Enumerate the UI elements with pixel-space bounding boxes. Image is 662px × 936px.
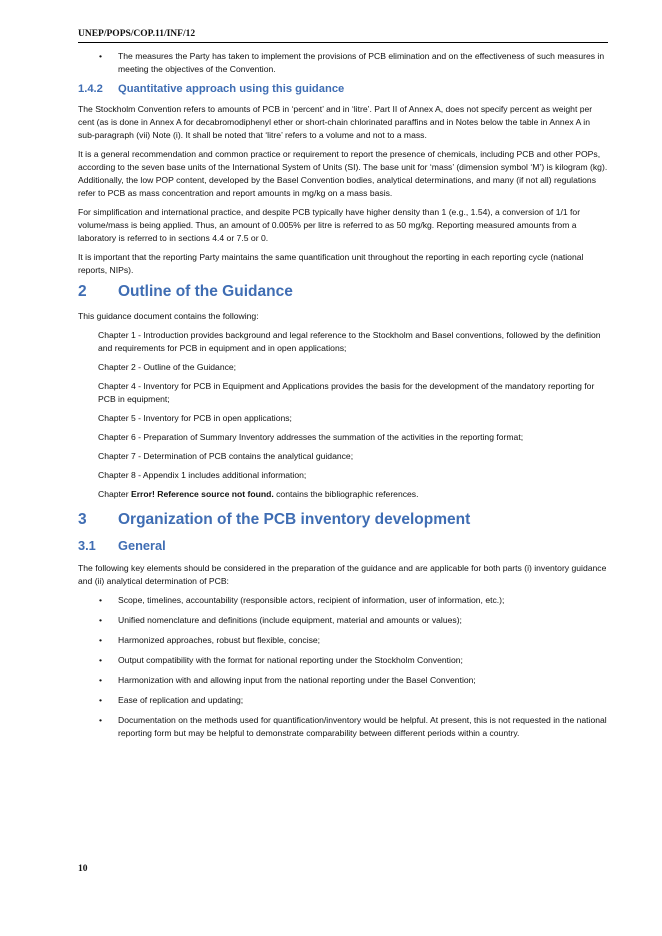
chapter-suffix: contains the bibliographic references. xyxy=(273,489,419,499)
chapter-prefix: Chapter xyxy=(98,489,131,499)
list-item: • Output compatibility with the format for national reporting under the Stockholm Convention; xyxy=(78,654,608,667)
list-item: • Harmonization with and allowing input from the national reporting under the Basel Convention; xyxy=(78,674,608,687)
list-item: • Unified nomenclature and definitions (include equipment, material and amounts or values); xyxy=(78,614,608,627)
heading-1-4-2 xyxy=(78,83,608,96)
key-elements-list xyxy=(78,594,608,740)
heading-number: 3.1 xyxy=(78,538,96,553)
chapter-entry: Chapter 4 - Inventory for PCB in Equipment and Applications provides the basis for the development of the mandatory reporting for PCB in equipment; xyxy=(98,381,595,404)
chapter-entry: Chapter 1 - Introduction provides background and legal reference to the Stockholm and Basel conventions, followed by the definition and requirements for PCB in equipment and in open applications; xyxy=(98,330,601,353)
heading-3-1 xyxy=(78,538,608,554)
paragraph: This guidance document contains the following: xyxy=(78,311,259,321)
chapter-entry: Chapter 8 - Appendix 1 includes additional information; xyxy=(98,470,307,480)
heading-number: 3 xyxy=(78,511,87,528)
heading-title: Outline of the Guidance xyxy=(118,283,293,300)
chapter-entry: Chapter 5 - Inventory for PCB in open applications; xyxy=(98,413,292,423)
heading-2 xyxy=(78,283,608,301)
chapter-entry: Chapter 6 - Preparation of Summary Inventory addresses the summation of the activities in the reporting format; xyxy=(98,432,524,442)
paragraph: The following key elements should be considered in the preparation of the guidance and are applicable for both parts (i) inventory guidance and (ii) analytical determination of PCB: xyxy=(78,563,607,586)
document-code-header: UNEP/POPS/COP.11/INF/12 xyxy=(78,29,196,39)
heading-number: 2 xyxy=(78,283,87,300)
page-body xyxy=(78,50,608,747)
paragraph: The Stockholm Convention refers to amounts of PCB in ‘percent’ and in ‘litre’. Part II of Annex A, does not specify percent as weight per cent (as is done in Annex A for decabromodiphenyl ether or short-chain chlorinated paraffins and in Notes below the table in Annex A in sub-paragraph (vii) Note (i). It shall be noted that ‘litre’ refers to a volume and not to a mass. xyxy=(78,104,593,140)
heading-3 xyxy=(78,511,608,529)
list-item: • Documentation on the methods used for quantification/inventory would be helpful. At present, this is not requested in the national reporting form but may be helpful to demonstrate comparability between different periods within a country. xyxy=(78,714,608,740)
paragraph: It is a general recommendation and common practice or requirement to report the presence of chemicals, including PCB and other POPs, according to the seven base units of the International System of Units (SI). The base unit for ‘mass’ (dimension symbol ‘M’) is kilogram (kg). Additionally, the low POP content, developed by the Basel Convention bodies, analytical determinations, and many (if not all) regulations refer to PCB as mass concentration and report amounts in mg/kg on a mass basis. xyxy=(78,149,608,198)
heading-title: General xyxy=(118,538,166,553)
chapter-entry-bibliography xyxy=(78,488,608,501)
list-item: • The measures the Party has taken to implement the provisions of PCB elimination and on the effectiveness of such measures in meeting the objectives of the Convention. xyxy=(78,50,608,76)
reference-error-text: Error! Reference source not found. xyxy=(130,489,274,499)
chapter-entry: Chapter 7 - Determination of PCB contains the analytical guidance; xyxy=(98,451,354,461)
header-rule xyxy=(78,42,608,43)
paragraph: For simplification and international practice, and despite PCB typically have higher density than 1 (e.g., 1.54), a conversion of 1/1 for volume/mass is being applied. Thus, an amount of 0.005% per litre is referred to as 50 mg/kg. Reporting measured amounts from a laboratory is referred to in sections 4.4 or 7.5 or 0. xyxy=(78,207,581,243)
heading-number: 1.4.2 xyxy=(78,83,103,95)
heading-title: Quantitative approach using this guidance xyxy=(118,83,345,95)
page-number: 10 xyxy=(78,864,88,874)
list-item: • Scope, timelines, accountability (responsible actors, recipient of information, user of information, etc.); xyxy=(78,594,608,607)
list-item: • Harmonized approaches, robust but flexible, concise; xyxy=(78,634,608,647)
heading-title: Organization of the PCB inventory development xyxy=(118,511,471,528)
paragraph: It is important that the reporting Party maintains the same quantification unit throughout the reporting in each reporting cycle (national reports, NIPs). xyxy=(78,252,584,275)
chapter-entry: Chapter 2 - Outline of the Guidance; xyxy=(98,362,237,372)
list-item: • Ease of replication and updating; xyxy=(78,694,608,707)
intro-bullet-list xyxy=(78,50,608,76)
